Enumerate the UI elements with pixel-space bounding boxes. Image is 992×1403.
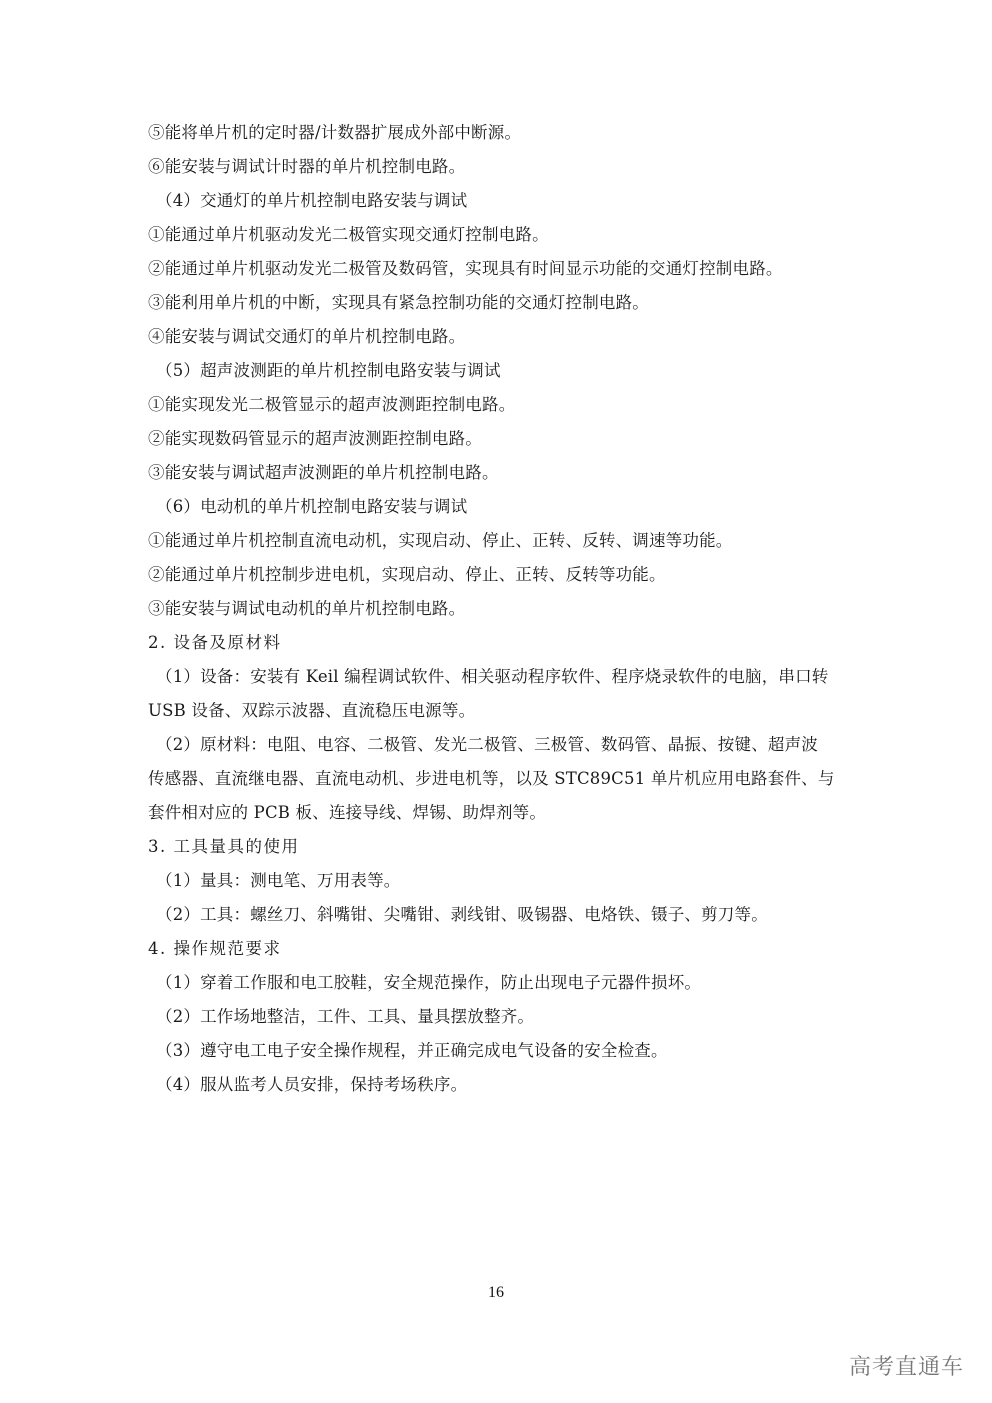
list-item: ③能利用单片机的中断，实现具有紧急控制功能的交通灯控制电路。 (148, 293, 649, 312)
list-item: ⑤能将单片机的定时器/计数器扩展成外部中断源。 (148, 123, 522, 142)
list-item: （1）量具：测电笔、万用表等。 (156, 871, 401, 890)
list-item: ①能通过单片机控制直流电动机，实现启动、停止、正转、反转、调速等功能。 (148, 531, 733, 550)
list-item: ①能实现发光二极管显示的超声波测距控制电路。 (148, 395, 516, 414)
subsection-heading: （4）交通灯的单片机控制电路安装与调试 (156, 191, 468, 210)
list-item: ③能安装与调试超声波测距的单片机控制电路。 (148, 463, 499, 482)
paragraph-line: （1）设备：安装有 Keil 编程调试软件、相关驱动程序软件、程序烧录软件的电脑，串口转 (156, 667, 829, 686)
section-heading: 2. 设备及原材料 (148, 633, 282, 652)
paragraph-line: （2）原材料：电阻、电容、二极管、发光二极管、三极管、数码管、晶振、按键、超声波 (156, 735, 818, 754)
section-heading: 4. 操作规范要求 (148, 939, 282, 958)
list-item: ②能实现数码管显示的超声波测距控制电路。 (148, 429, 482, 448)
subsection-heading: （5）超声波测距的单片机控制电路安装与调试 (156, 361, 501, 380)
watermark-text: 高考直通车 (848, 1355, 964, 1380)
page-number: 16 (488, 1284, 504, 1301)
list-item: （2）工具：螺丝刀、斜嘴钳、尖嘴钳、剥线钳、吸锡器、电烙铁、镊子、剪刀等。 (156, 905, 768, 924)
list-item: （1）穿着工作服和电工胶鞋，安全规范操作，防止出现电子元器件损坏。 (156, 973, 702, 992)
section-heading: 3. 工具量具的使用 (148, 837, 300, 856)
subsection-heading: （6）电动机的单片机控制电路安装与调试 (156, 497, 468, 516)
list-item: ⑥能安装与调试计时器的单片机控制电路。 (148, 157, 466, 176)
paragraph-line: USB 设备、双踪示波器、直流稳压电源等。 (148, 701, 476, 720)
list-item: ①能通过单片机驱动发光二极管实现交通灯控制电路。 (148, 225, 549, 244)
document-body (148, 116, 848, 1102)
list-item: （4）服从监考人员安排，保持考场秩序。 (156, 1075, 468, 1094)
list-item: ④能安装与调试交通灯的单片机控制电路。 (148, 327, 466, 346)
list-item: ②能通过单片机驱动发光二极管及数码管，实现具有时间显示功能的交通灯控制电路。 (148, 259, 783, 278)
list-item: ②能通过单片机控制步进电机，实现启动、停止、正转、反转等功能。 (148, 565, 666, 584)
list-item: （3）遵守电工电子安全操作规程，并正确完成电气设备的安全检查。 (156, 1041, 668, 1060)
paragraph-line: 传感器、直流继电器、直流电动机、步进电机等，以及 STC89C51 单片机应用电路套件、与 (148, 769, 835, 788)
list-item: （2）工作场地整洁，工件、工具、量具摆放整齐。 (156, 1007, 535, 1026)
list-item: ③能安装与调试电动机的单片机控制电路。 (148, 599, 466, 618)
paragraph-line: 套件相对应的 PCB 板、连接导线、焊锡、助焊剂等。 (148, 803, 547, 822)
